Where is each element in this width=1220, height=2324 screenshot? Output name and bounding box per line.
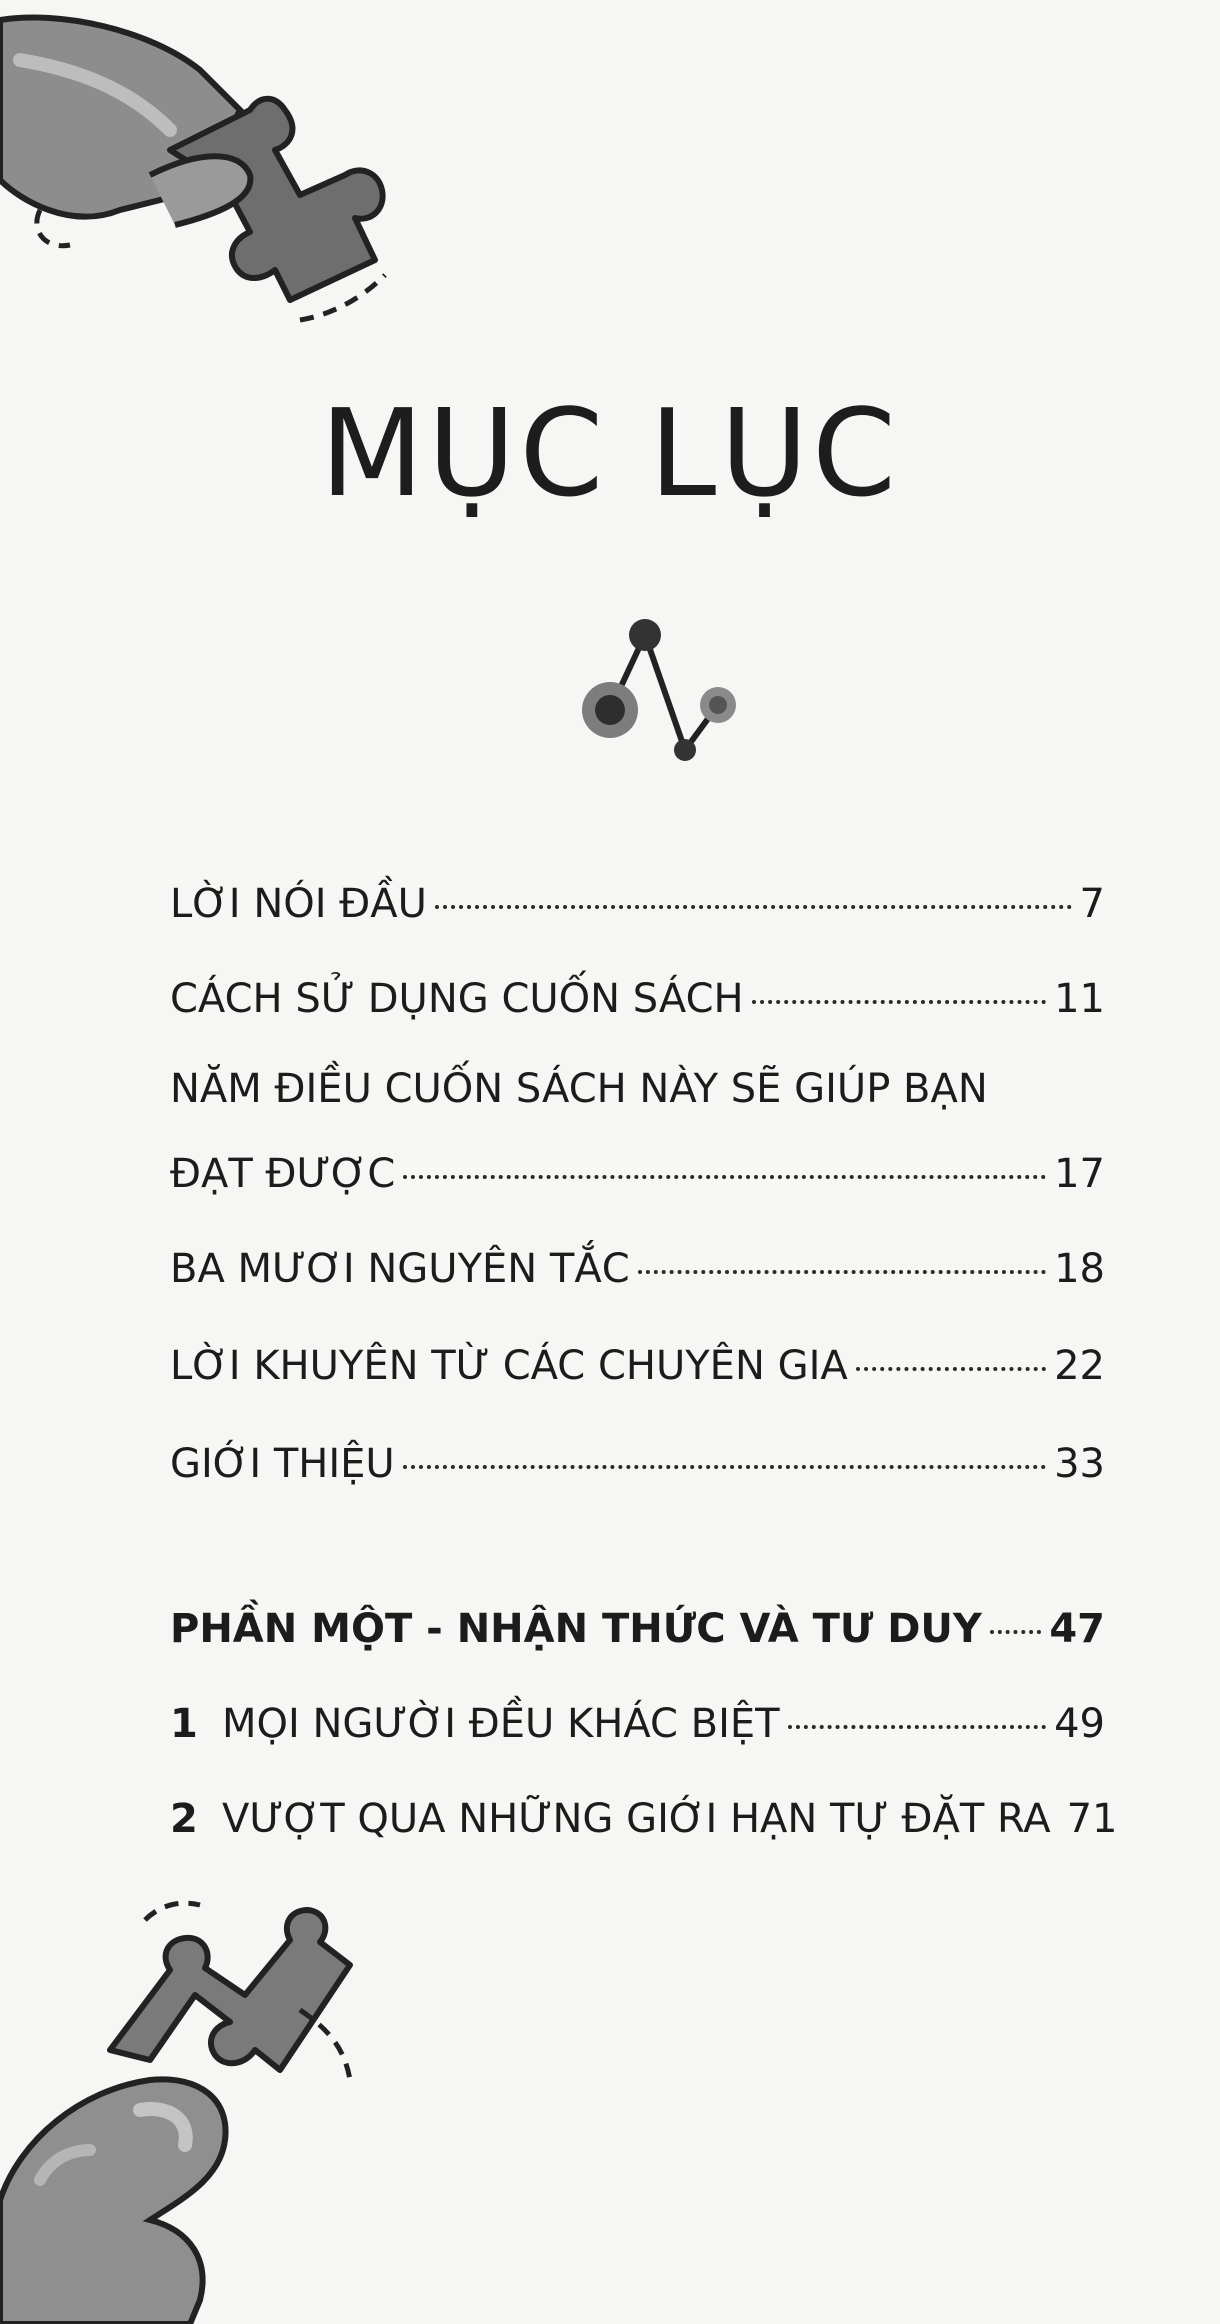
dot-leader	[403, 1175, 1046, 1179]
toc-part-label: PHẦN MỘT - NHẬN THỨC VÀ TƯ DUY	[170, 1606, 982, 1652]
hand-puzzle-bottom-icon	[0, 1900, 380, 2324]
toc-page-number: 33	[1054, 1441, 1105, 1487]
toc-item-label: LỜI KHUYÊN TỪ CÁC CHUYÊN GIA	[170, 1343, 848, 1389]
toc-page-number: 71	[1066, 1796, 1118, 1842]
toc-item-label: CÁCH SỬ DỤNG CUỐN SÁCH	[170, 976, 744, 1022]
toc-item-ba-muoi[interactable]	[170, 1245, 1105, 1293]
dot-leader	[990, 1630, 1041, 1634]
toc-item-label: BA MƯƠI NGUYÊN TẮC	[170, 1246, 630, 1292]
toc-chapter-label	[170, 1700, 780, 1748]
hand-puzzle-top-icon	[0, 0, 420, 380]
chapter-title: VƯỢT QUA NHỮNG GIỚI HẠN TỰ ĐẶT RA	[222, 1796, 1051, 1842]
toc-chapter-label	[170, 1795, 1051, 1843]
toc-item-label: ĐẠT ĐƯỢC	[170, 1151, 396, 1197]
toc-part-one[interactable]	[170, 1605, 1105, 1653]
toc-page-number: 11	[1054, 976, 1105, 1022]
toc-item-cach-su-dung[interactable]	[170, 975, 1105, 1023]
dot-leader	[435, 905, 1072, 909]
chapter-title: MỌI NGƯỜI ĐỀU KHÁC BIỆT	[222, 1701, 780, 1747]
toc-item-gioi-thieu[interactable]	[170, 1440, 1105, 1488]
toc-item-label: GIỚI THIỆU	[170, 1441, 395, 1487]
toc-chapter-1[interactable]	[170, 1700, 1105, 1748]
toc-item-nam-dieu[interactable]	[170, 1150, 1105, 1198]
toc-page-number: 17	[1054, 1151, 1105, 1197]
dot-leader	[752, 1000, 1047, 1004]
toc-item-loi-khuyen[interactable]	[170, 1342, 1105, 1390]
dot-leader	[638, 1270, 1046, 1274]
dot-leader	[856, 1367, 1046, 1371]
dot-leader	[403, 1465, 1046, 1469]
toc-page-number: 47	[1049, 1606, 1105, 1652]
toc-item-loi-noi-dau[interactable]	[170, 880, 1105, 928]
page-title: MỤC LỤC	[320, 385, 900, 524]
chapter-number: 1	[170, 1701, 198, 1747]
toc-page-number: 49	[1054, 1701, 1105, 1747]
toc-item-label: LỜI NÓI ĐẦU	[170, 881, 427, 927]
molecule-icon	[570, 610, 750, 770]
toc-chapter-2[interactable]	[170, 1795, 1118, 1843]
chapter-number: 2	[170, 1796, 198, 1842]
dot-leader	[788, 1725, 1046, 1729]
toc-page-number: 7	[1079, 881, 1105, 927]
toc-page-number: 22	[1054, 1343, 1105, 1389]
toc-page-number: 18	[1054, 1246, 1105, 1292]
toc-item-label-line1: NĂM ĐIỀU CUỐN SÁCH NÀY SẼ GIÚP BẠN	[170, 1066, 988, 1112]
